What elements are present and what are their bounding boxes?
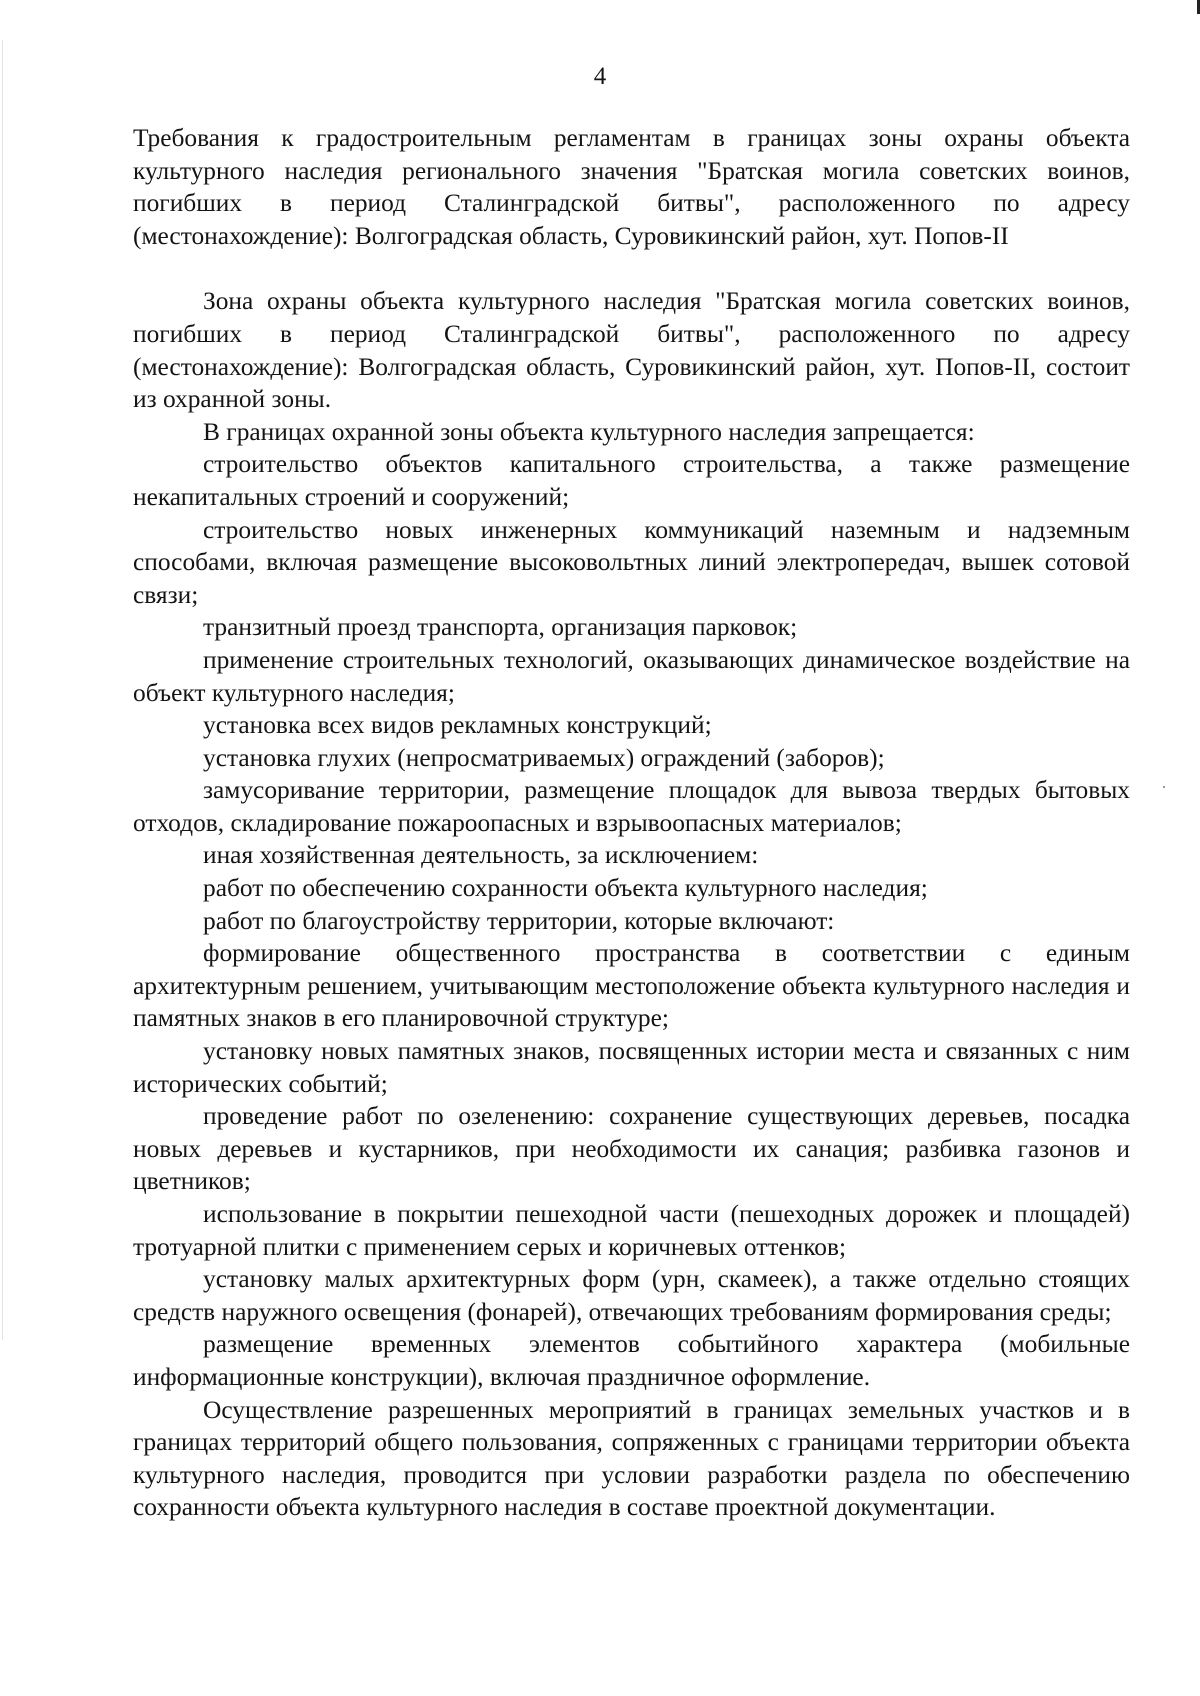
list-item: размещение временных элементов событийного характера (мобильные информационные конструкции), включая праздничное оформление. <box>133 1330 1130 1391</box>
list-item: установку новых памятных знаков, посвященных истории места и связанных с ним исторических событий; <box>133 1037 1130 1098</box>
list-item: установка всех видов рекламных конструкций; <box>203 711 712 740</box>
list-item: транзитный проезд транспорта, организация парковок; <box>203 613 798 642</box>
list-item: установка глухих (непросматриваемых) ограждений (заборов); <box>203 743 885 772</box>
list-item: строительство новых инженерных коммуникаций наземным и надземным способами, включая размещение высоковольтных линий электропередач, вышек сотовой связи; <box>133 515 1130 609</box>
section-heading: Требования к градостроительным регламентам в границах зоны охраны объекта культурного наследия регионального значения "Братская могила советских воинов, погибших в период Сталинградской битвы", расположенного по адресу (местонахождение): Волгоградская область, Суровикинский район, хут. Попов-II <box>133 124 1130 250</box>
scan-edge-line <box>2 40 3 1340</box>
list-item: проведение работ по озеленению: сохранение существующих деревьев, посадка новых деревьев и кустарников, при необходимости их санация; разбивка газонов и цветников; <box>133 1102 1130 1196</box>
list-item: замусоривание территории, размещение площадок для вывоза твердых бытовых отходов, складирование пожароопасных и взрывоопасных материалов; <box>133 776 1130 837</box>
paragraph: Осуществление разрешенных мероприятий в границах земельных участков и в границах территорий общего пользования, сопряженных с границами территории объекта культурного наследия, проводится при условии разработки раздела по обеспечению сохранности объекта культурного наследия в составе проектной документации. <box>133 1395 1130 1522</box>
list-item: работ по обеспечению сохранности объекта культурного наследия; <box>203 874 928 903</box>
page-number: 4 <box>593 63 607 90</box>
list-item: использование в покрытии пешеходной части (пешеходных дорожек и площадей) тротуарной плитки с применением серых и коричневых оттенков; <box>133 1200 1130 1261</box>
list-item: иная хозяйственная деятельность, за исключением: <box>203 841 759 870</box>
paragraph: В границах охранной зоны объекта культурного наследия запрещается: <box>203 417 975 446</box>
list-item: установку малых архитектурных форм (урн, скамеек), а также отдельно стоящих средств наружного освещения (фонарей), отвечающих требованиям формирования среды; <box>133 1265 1130 1326</box>
list-item: строительство объектов капитального строительства, а также размещение некапитальных строений и сооружений; <box>133 450 1130 511</box>
list-item: применение строительных технологий, оказывающих динамическое воздействие на объект культурного наследия; <box>133 645 1130 707</box>
paragraph: Зона охраны объекта культурного наследия "Братская могила советских воинов, погибших в период Сталинградской битвы", расположенного по адресу (местонахождение): Волгоградская область, Суровикинский район, хут. Попов-II, состоит из охранной зоны. <box>133 287 1130 414</box>
list-item: работ по благоустройству территории, которые включают: <box>203 906 835 935</box>
document-body <box>133 122 1130 1524</box>
scan-speck <box>1163 786 1165 788</box>
list-item: формирование общественного пространства в соответствии с единым архитектурным решением, учитывающим местоположение объекта культурного наследия и памятных знаков в его планировочной структуре; <box>133 939 1130 1033</box>
